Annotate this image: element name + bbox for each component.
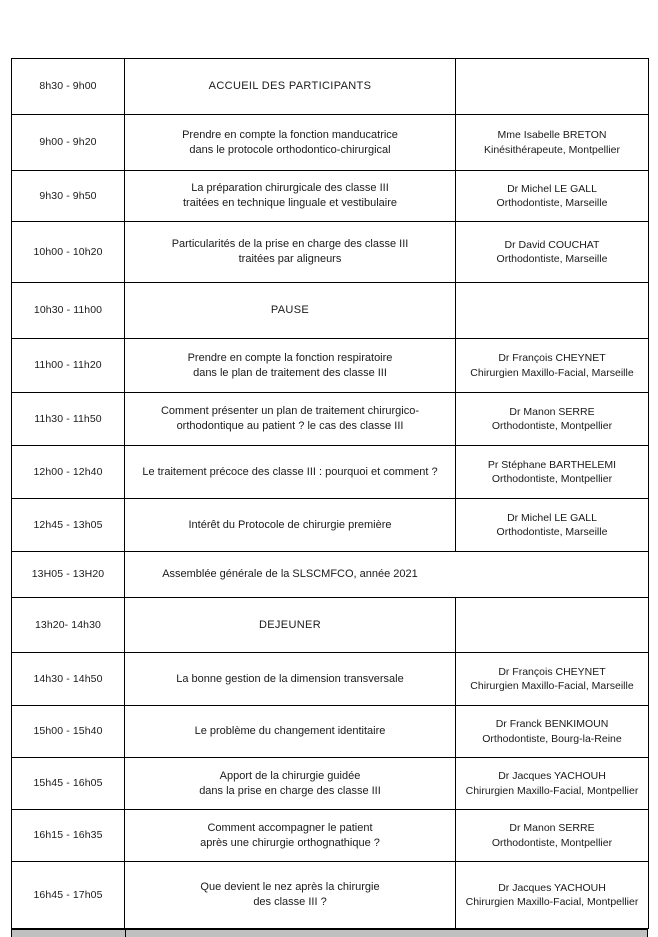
- table-row: [12, 222, 649, 283]
- topic-line-1: Intérêt du Protocole de chirurgie première: [188, 518, 392, 531]
- time-cell: [12, 446, 125, 499]
- speaker-cell: [456, 339, 649, 393]
- topic-line-1: Comment accompagner le patient: [207, 821, 373, 834]
- topic-text: [125, 668, 455, 691]
- time-cell: [12, 653, 125, 706]
- speaker-text: [456, 454, 648, 490]
- topic-text: [125, 765, 455, 803]
- topic-text: [125, 177, 455, 215]
- speaker-name: Dr François CHEYNET: [498, 665, 606, 678]
- topic-line-1: Assemblée générale de la SLSCMFCO, année 2021: [162, 568, 418, 581]
- table-row: [12, 706, 649, 758]
- time-label: 16h45 - 17h05: [33, 888, 103, 901]
- topic-cell: [125, 393, 456, 446]
- time-label: 11h30 - 11h50: [34, 412, 102, 425]
- speaker-text: [456, 234, 648, 270]
- topic-line-2: des classe III ?: [253, 896, 327, 908]
- time-cell: [12, 706, 125, 758]
- topic-line-2: orthodontique au patient ? le cas des classe III: [176, 420, 404, 432]
- topic-cell: [125, 758, 456, 810]
- time-cell: [12, 222, 125, 283]
- banner-label: DEJEUNER: [258, 618, 322, 631]
- speaker-affiliation: Chirurgien Maxillo-Facial, Marseille: [470, 366, 634, 379]
- time-cell: [12, 171, 125, 222]
- table-row: [12, 862, 649, 929]
- topic-line-1: Prendre en compte la fonction manducatrice: [182, 128, 398, 141]
- time-label: 15h00 - 15h40: [33, 725, 103, 738]
- banner-filler-cell: [456, 598, 649, 653]
- time-label: 14h30 - 14h50: [33, 672, 103, 685]
- speaker-affiliation: Orthodontiste, Montpellier: [491, 420, 613, 432]
- schedule-table-body: [12, 59, 649, 929]
- topic-line-1: Particularités de la prise en charge des classe III: [171, 238, 409, 251]
- topic-cell: [125, 499, 456, 552]
- topic-text: [125, 514, 455, 537]
- time-label: 11h00 - 11h20: [34, 359, 102, 372]
- speaker-name: Dr Manon SERRE: [509, 405, 595, 418]
- speaker-cell: [456, 758, 649, 810]
- speaker-affiliation: Orthodontiste, Montpellier: [491, 836, 613, 849]
- banner-label: ACCUEIL DES PARTICIPANTS: [208, 80, 372, 93]
- table-row: [12, 758, 649, 810]
- speaker-name: Dr Michel LE GALL: [507, 182, 597, 195]
- table-row: [12, 598, 649, 653]
- topic-line-2: traitées en technique linguale et vestibulaire: [182, 197, 398, 209]
- topic-cell: [125, 706, 456, 758]
- speaker-cell: [456, 115, 649, 171]
- time-cell: [12, 552, 125, 598]
- speaker-text: [456, 817, 648, 853]
- speaker-text: [456, 124, 648, 160]
- table-row: [12, 552, 649, 598]
- topic-text: [125, 347, 455, 385]
- topic-text: [125, 876, 455, 914]
- time-label: 9h30 - 9h50: [39, 189, 97, 202]
- time-label: 13h20- 14h30: [34, 618, 101, 631]
- topic-line-1: Apport de la chirurgie guidée: [219, 769, 361, 782]
- topic-line-1: Que devient le nez après la chirurgie: [200, 881, 380, 894]
- speaker-text: [456, 347, 648, 383]
- time-cell: [12, 598, 125, 653]
- table-row: [12, 499, 649, 552]
- time-cell: [12, 758, 125, 810]
- speaker-affiliation: Chirurgien Maxillo-Facial, Montpellier: [465, 784, 639, 797]
- topic-cell: [125, 653, 456, 706]
- speaker-affiliation: Orthodontiste, Bourg-la-Reine: [482, 732, 622, 745]
- schedule-table: [11, 58, 649, 929]
- time-label: 10h00 - 10h20: [33, 245, 103, 258]
- time-label: 13H05 - 13H20: [31, 568, 105, 581]
- speaker-cell: [456, 171, 649, 222]
- speaker-affiliation: Kinésithérapeute, Montpellier: [484, 143, 620, 156]
- table-row: [12, 653, 649, 706]
- speaker-name: Dr François CHEYNET: [498, 352, 606, 365]
- column-divider: [125, 930, 126, 937]
- time-label: 8h30 - 9h00: [39, 80, 97, 93]
- speaker-cell: [456, 862, 649, 929]
- time-cell: [12, 499, 125, 552]
- speaker-text: [456, 765, 648, 801]
- topic-line-1: Prendre en compte la fonction respiratoire: [187, 351, 393, 364]
- topic-text: [125, 720, 455, 743]
- topic-cell: [125, 115, 456, 171]
- banner-label-cell: [125, 59, 456, 115]
- speaker-cell: [456, 446, 649, 499]
- topic-cell: [125, 446, 456, 499]
- speaker-text: [456, 401, 648, 437]
- time-cell: [12, 115, 125, 171]
- topic-text: [125, 563, 648, 586]
- banner-filler-cell: [456, 59, 649, 115]
- speaker-cell: [456, 499, 649, 552]
- table-row: [12, 393, 649, 446]
- speaker-name: Dr Franck BENKIMOUN: [495, 718, 609, 731]
- topic-line-2: traitées par aligneurs: [238, 253, 342, 265]
- speaker-name: Mme Isabelle BRETON: [497, 129, 607, 142]
- speaker-affiliation: Orthodontiste, Marseille: [496, 197, 608, 209]
- table-row: [12, 171, 649, 222]
- topic-line-1: Comment présenter un plan de traitement chirurgico-: [160, 405, 419, 418]
- speaker-cell: [456, 706, 649, 758]
- table-row: [12, 283, 649, 339]
- banner-label-cell: [125, 598, 456, 653]
- topic-text: [125, 233, 455, 271]
- speaker-name: Pr Stéphane BARTHELEMI: [487, 458, 617, 471]
- speaker-cell: [456, 222, 649, 283]
- speaker-name: Dr David COUCHAT: [504, 238, 600, 251]
- time-label: 16h15 - 16h35: [33, 829, 103, 842]
- topic-cell: [125, 810, 456, 862]
- speaker-cell: [456, 810, 649, 862]
- topic-line-1: La bonne gestion de la dimension transversale: [176, 672, 404, 685]
- banner-filler-cell: [456, 283, 649, 339]
- topic-line-1: La préparation chirurgicale des classe III: [191, 182, 389, 195]
- time-label: 15h45 - 16h05: [33, 777, 103, 790]
- speaker-affiliation: Orthodontiste, Marseille: [496, 526, 608, 538]
- merged-topic-cell: [125, 552, 649, 598]
- speaker-cell: [456, 393, 649, 446]
- topic-line-2: dans le plan de traitement des classe III: [193, 366, 387, 379]
- speaker-affiliation: Orthodontiste, Montpellier: [491, 473, 613, 485]
- table-row: [12, 446, 649, 499]
- time-label: 10h30 - 11h00: [33, 304, 103, 317]
- table-row: [12, 339, 649, 393]
- speaker-text: [456, 178, 648, 214]
- banner-label-cell: [125, 283, 456, 339]
- topic-cell: [125, 339, 456, 393]
- topic-text: [125, 124, 455, 162]
- time-label: 9h00 - 9h20: [39, 136, 97, 149]
- speaker-name: Dr Jacques YACHOUH: [498, 770, 606, 783]
- topic-text: [125, 400, 455, 438]
- topic-line-2: dans le protocole orthodontico-chirurgical: [189, 143, 391, 156]
- speaker-name: Dr Jacques YACHOUH: [498, 881, 606, 894]
- topic-text: [125, 817, 455, 855]
- speaker-affiliation: Chirurgien Maxillo-Facial, Marseille: [470, 680, 634, 692]
- topic-line-2: dans la prise en charge des classe III: [199, 784, 381, 797]
- banner-label: PAUSE: [270, 304, 310, 317]
- topic-line-2: après une chirurgie orthognathique ?: [200, 836, 380, 849]
- topic-text: [125, 461, 455, 484]
- table-row: [12, 59, 649, 115]
- speaker-affiliation: Orthodontiste, Marseille: [496, 253, 608, 265]
- speaker-text: [456, 713, 648, 749]
- topic-cell: [125, 171, 456, 222]
- time-cell: [12, 810, 125, 862]
- table-row: [12, 810, 649, 862]
- speaker-text: [456, 877, 648, 913]
- speaker-name: Dr Manon SERRE: [509, 822, 595, 835]
- time-cell: [12, 862, 125, 929]
- speaker-affiliation: Chirurgien Maxillo-Facial, Montpellier: [465, 896, 639, 908]
- topic-line-1: Le problème du changement identitaire: [194, 725, 386, 738]
- speaker-text: [456, 507, 648, 543]
- speaker-text: [456, 661, 648, 697]
- time-label: 12h45 - 13h05: [33, 518, 103, 531]
- time-cell: [12, 339, 125, 393]
- time-cell: [12, 59, 125, 115]
- banner-row-cut-off: [11, 929, 648, 937]
- speaker-cell: [456, 653, 649, 706]
- table-row: [12, 115, 649, 171]
- topic-line-1: Le traitement précoce des classe III : pourquoi et comment ?: [142, 465, 438, 478]
- topic-cell: [125, 862, 456, 929]
- time-cell: [12, 283, 125, 339]
- speaker-name: Dr Michel LE GALL: [507, 511, 597, 524]
- time-cell: [12, 393, 125, 446]
- time-label: 12h00 - 12h40: [33, 465, 103, 478]
- topic-cell: [125, 222, 456, 283]
